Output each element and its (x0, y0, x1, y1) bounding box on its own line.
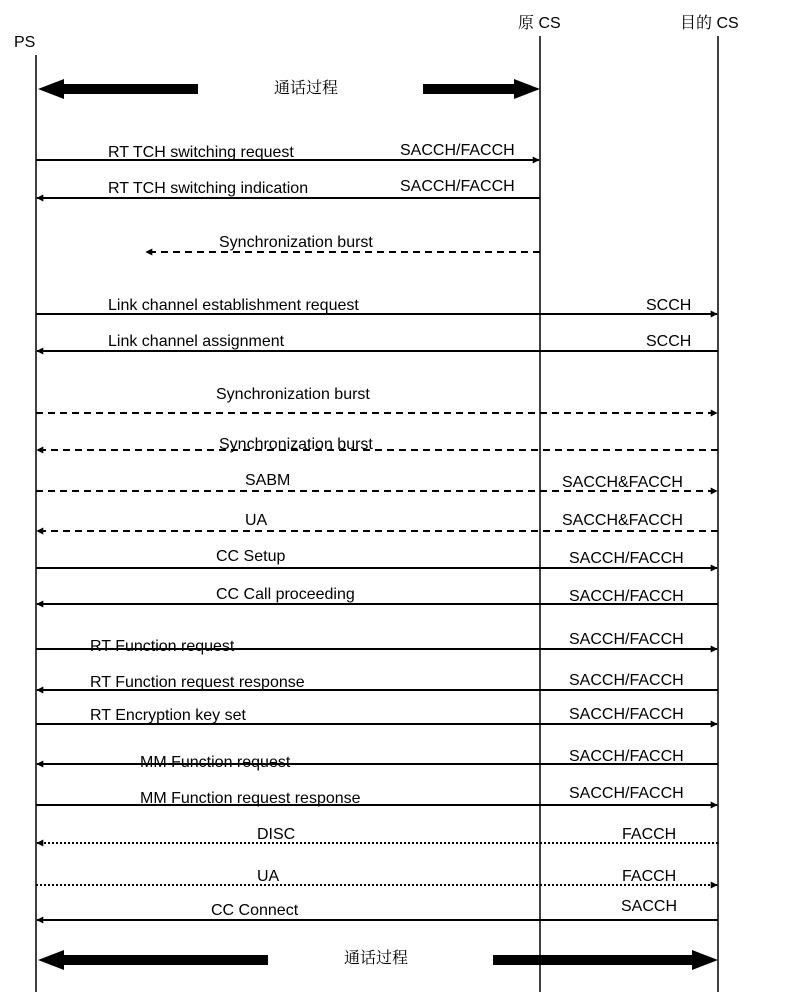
message-label: CC Setup (216, 548, 286, 565)
message-13 (37, 672, 718, 691)
call-band-bottom-arrowhead-left (38, 950, 64, 970)
message-channel: FACCH (622, 868, 677, 885)
message-17 (37, 826, 718, 843)
message-label: Synchronization burst (219, 436, 373, 453)
message-16 (36, 785, 717, 807)
message-channel: SACCH/FACCH (569, 672, 684, 689)
message-channel: SCCH (646, 297, 692, 314)
message-label: SABM (245, 472, 291, 489)
participant-target-cs: 目的 CS (680, 15, 739, 32)
message-channel: SACCH/FACCH (400, 178, 515, 195)
message-15 (37, 748, 718, 771)
call-band-bottom-bar-left (62, 955, 268, 965)
call-band-bottom-label: 通话过程 (344, 950, 409, 967)
call-band-bottom-bar-right (493, 955, 694, 965)
call-band-top-arrowhead-left (38, 79, 64, 99)
message-1 (36, 142, 539, 161)
message-channel: SCCH (646, 333, 692, 350)
message-label: RT Function request (90, 638, 235, 655)
call-band-bottom-arrowhead-right (692, 950, 718, 970)
message-label: CC Call proceeding (216, 586, 355, 603)
message-6 (36, 386, 717, 413)
message-label: Synchronization burst (219, 234, 373, 251)
message-label: DISC (257, 826, 296, 843)
message-10 (36, 548, 717, 568)
message-label: MM Function request response (140, 790, 361, 807)
message-channel: FACCH (622, 826, 677, 843)
message-5 (37, 333, 718, 351)
call-band-bottom (38, 949, 718, 970)
message-8 (36, 472, 717, 491)
message-channel: SACCH/FACCH (569, 748, 684, 765)
call-band-top (38, 79, 540, 99)
message-label: UA (245, 512, 268, 529)
message-label: Synchronization burst (216, 386, 370, 403)
messages (36, 142, 718, 920)
message-channel: SACCH/FACCH (400, 142, 515, 159)
message-channel: SACCH/FACCH (569, 588, 684, 605)
message-11 (37, 586, 718, 605)
message-9 (37, 512, 718, 531)
message-14 (36, 706, 717, 724)
message-12 (36, 631, 717, 655)
message-19 (37, 898, 718, 920)
message-label: Link channel assignment (108, 333, 285, 350)
message-channel: SACCH&FACCH (562, 512, 683, 529)
message-label: CC Connect (211, 902, 299, 919)
message-2 (37, 178, 540, 198)
call-band-top-label: 通话过程 (274, 80, 339, 97)
message-channel: SACCH/FACCH (569, 785, 684, 802)
participant-orig-cs: 原 CS (518, 15, 561, 32)
message-label: RT TCH switching request (108, 144, 294, 161)
participant-ps: PS (14, 34, 36, 51)
call-band-top-bar-left (62, 84, 198, 94)
call-band-top-bar-right (423, 84, 516, 94)
message-7 (37, 436, 718, 453)
call-band-top-arrowhead-right (514, 79, 540, 99)
message-label: RT TCH switching indication (108, 180, 309, 197)
message-channel: SACCH (621, 898, 678, 915)
message-label: RT Encryption key set (90, 707, 246, 724)
message-channel: SACCH/FACCH (569, 631, 684, 648)
message-label: UA (257, 868, 280, 885)
message-channel: SACCH&FACCH (562, 474, 683, 491)
message-label: MM Function request (140, 754, 291, 771)
message-3 (146, 234, 540, 252)
message-4 (36, 297, 717, 314)
message-channel: SACCH/FACCH (569, 550, 684, 567)
message-channel: SACCH/FACCH (569, 706, 684, 723)
message-label: RT Function request response (90, 674, 305, 691)
message-label: Link channel establishment request (108, 297, 359, 314)
message-18 (36, 868, 717, 885)
